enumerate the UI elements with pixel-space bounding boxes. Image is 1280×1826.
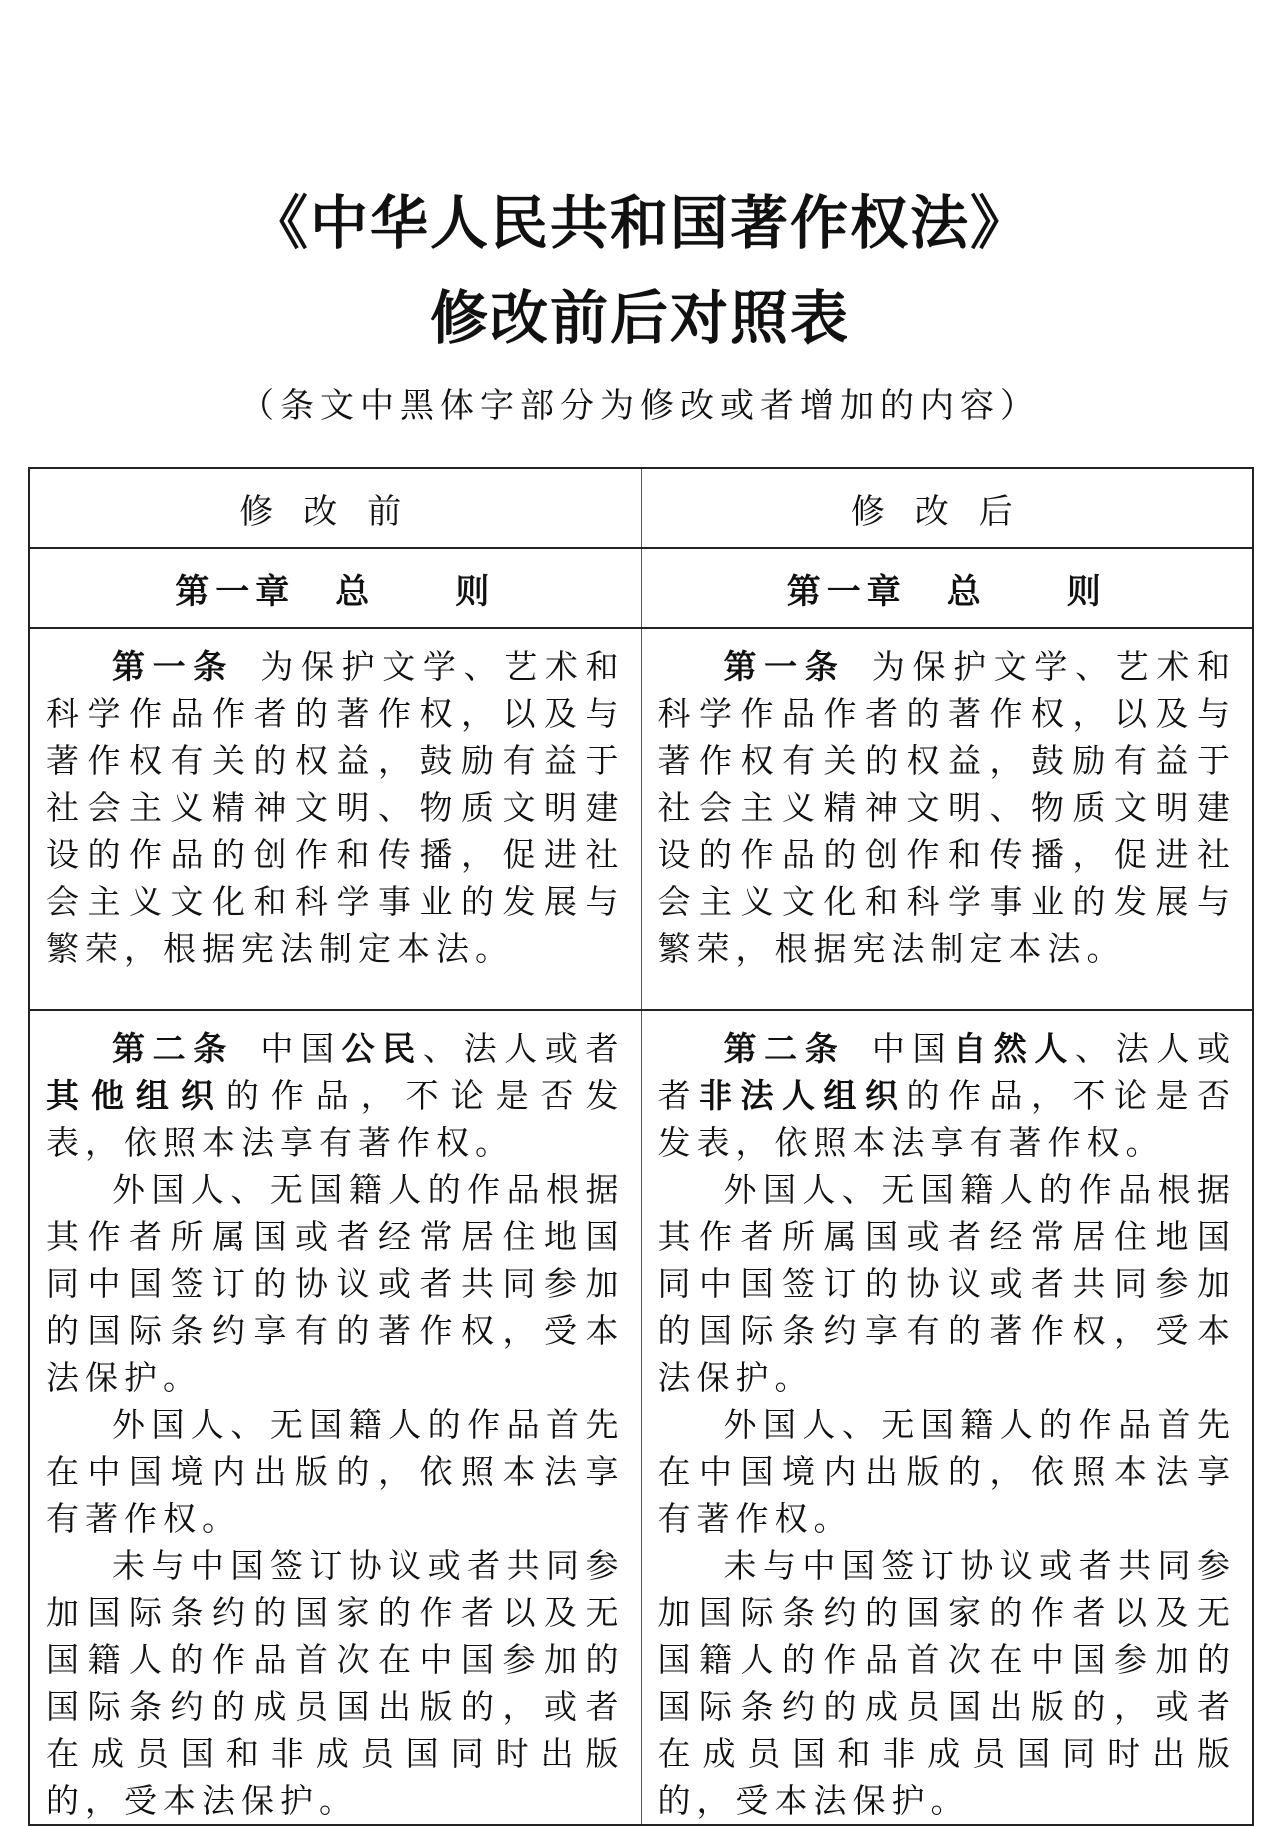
text-segment: 的作品，不论是否发表，依照本法享有著作权。 <box>46 1076 625 1162</box>
text-segment: 的作品，不论是否发表，依照本法享有著作权。 <box>657 1076 1236 1162</box>
highlighted-term: 公民 <box>341 1029 423 1068</box>
column-header-before: 修改前 <box>29 468 641 548</box>
article-1-after <box>658 643 1237 972</box>
article-number: 第二条 <box>723 1029 846 1068</box>
article-2-before-para-1 <box>46 1025 625 1166</box>
article-1-before <box>46 643 625 972</box>
text-segment: 、法人或者 <box>657 1029 1237 1115</box>
article-number: 第二条 <box>112 1029 234 1068</box>
chapter-heading-after: 第一章 总 则 <box>641 548 1253 628</box>
article-2-before-para-2: 外国人、无国籍人的作品根据其作者所属国或者经常居住地国同中国签订的协议或者共同参加的国际条约享有的著作权，受本法保护。 <box>46 1170 625 1397</box>
article-1-after-cell <box>641 628 1253 1010</box>
article-text: 为保护文学、艺术和科学作品作者的著作权，以及与著作权有关的权益，鼓励有益于社会主义精神文明、物质文明建设的作品的创作和传播，促进社会主义文化和科学事业的发展与繁荣，根据宪法制定本法。 <box>657 647 1237 968</box>
chapter-heading-before: 第一章 总 则 <box>29 548 641 628</box>
text-segment: 、法人或者 <box>422 1029 625 1068</box>
article-number: 第一条 <box>723 647 846 686</box>
article-2-after-para-4: 未与中国签订协议或者共同参加国际条约的国家的作者以及无国籍人的作品首次在中国参加的国际条约的成员国出版的，或者在成员国和非成员国同时出版的，受本法保护。 <box>657 1546 1236 1820</box>
column-header-after: 修改后 <box>641 468 1253 548</box>
article-2-after-cell <box>641 1010 1253 1825</box>
article-2-after-para-3: 外国人、无国籍人的作品首先在中国境内出版的，依照本法享有著作权。 <box>657 1405 1236 1538</box>
article-text: 为保护文学、艺术和科学作品作者的著作权，以及与著作权有关的权益，鼓励有益于社会主义精神文明、物质文明建设的作品的创作和传播，促进社会主义文化和科学事业的发展与繁荣，根据宪法制定本法。 <box>46 647 625 968</box>
article-2-before-para-4: 未与中国签订协议或者共同参加国际条约的国家的作者以及无国籍人的作品首次在中国参加的国际条约的成员国出版的，或者在成员国和非成员国同时出版的，受本法保护。 <box>46 1546 625 1820</box>
text-segment: 中国 <box>871 1029 954 1068</box>
article-2-before-para-3: 外国人、无国籍人的作品首先在中国境内出版的，依照本法享有著作权。 <box>46 1405 625 1538</box>
document-title: 《中华人民共和国著作权法》 <box>249 189 1030 257</box>
document-title-line2: 修改前后对照表 <box>429 284 850 352</box>
article-2-after-para-1 <box>658 1025 1237 1166</box>
text-segment: 中国 <box>260 1029 342 1068</box>
highlighted-term: 自然人 <box>953 1029 1076 1068</box>
article-1-before-cell <box>29 628 641 1010</box>
comparison-table <box>28 467 1254 1826</box>
article-2-after-para-2: 外国人、无国籍人的作品根据其作者所属国或者经常居住地国同中国签订的协议或者共同参加的国际条约享有的著作权，受本法保护。 <box>657 1170 1236 1397</box>
highlighted-term: 非法人组织 <box>699 1076 907 1115</box>
article-2-before-cell <box>29 1010 641 1825</box>
highlighted-term: 其他组织 <box>46 1076 226 1115</box>
document-subtitle: （条文中黑体字部分为修改或者增加的内容） <box>240 386 1040 426</box>
article-number: 第一条 <box>112 647 234 686</box>
